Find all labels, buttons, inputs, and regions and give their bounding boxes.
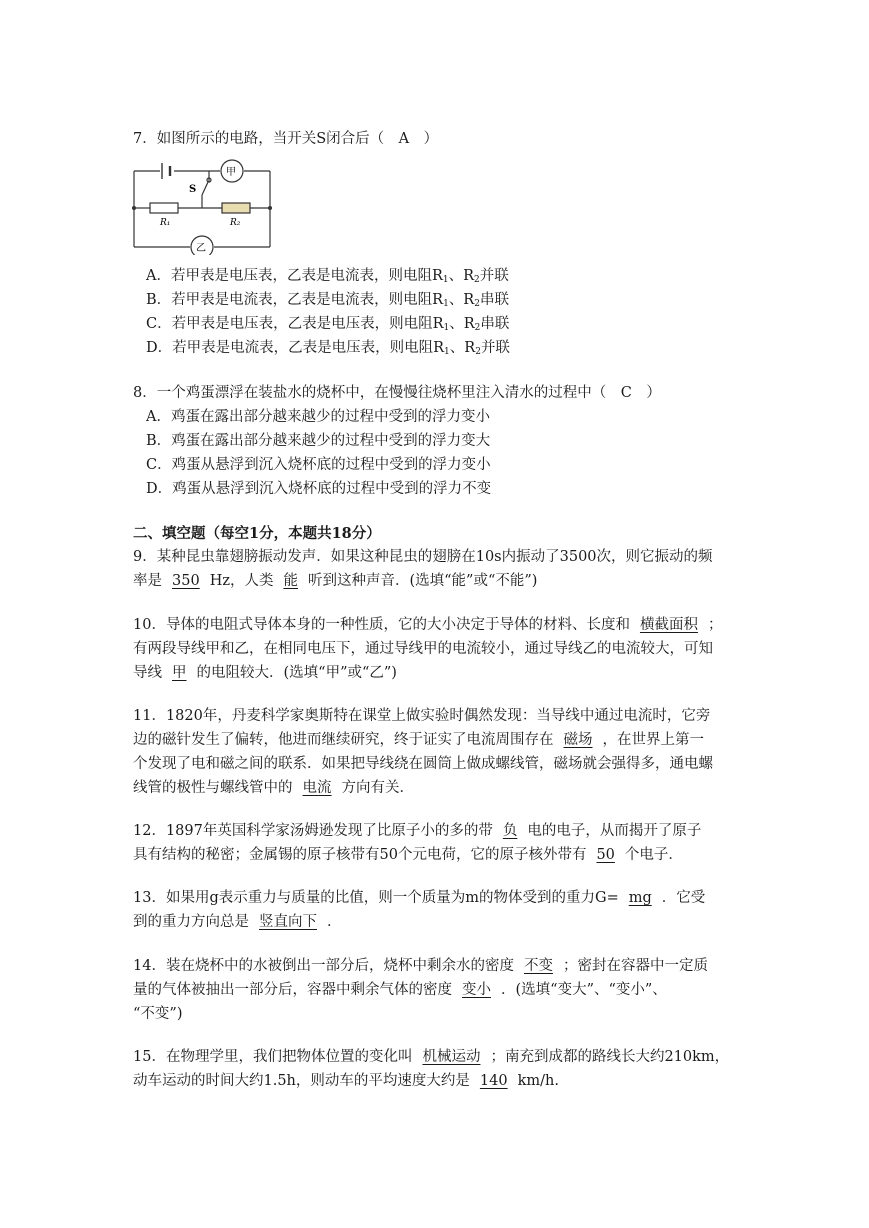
answer-blank: 机械运动 — [422, 1049, 481, 1065]
answer-blank: 140 — [479, 1073, 508, 1089]
q10-line2: 有两段导线甲和乙，在相同电压下，通过导线甲的电流较小，通过导线乙的电流较大，可知 — [133, 641, 713, 657]
q10-line1: 10．导体的电阻式导体本身的一种性质，它的大小决定于导体的材料、长度和 横截面积 ； — [133, 617, 723, 633]
q11-line2: 边的磁针发生了偏转，他进而继续研究，终于证实了电流周围存在 磁场 ，在世界上第一 — [133, 732, 704, 748]
r1-label: R₁ — [160, 218, 171, 228]
q11-line1: 11．1820年，丹麦科学家奥斯特在课堂上做实验时偶然发现：当导线中通过电流时，它旁 — [133, 708, 711, 724]
q15-line1: 15．在物理学里，我们把物体位置的变化叫 机械运动 ；南充到成都的路线长大约210km， — [133, 1049, 730, 1065]
answer-blank: 负 — [502, 823, 518, 839]
r2-label: R₂ — [230, 218, 241, 228]
circuit-diagram — [128, 155, 278, 255]
q12-line2: 具有结构的秘密；金属锡的原子核带有50个元电荷，它的原子核外带有 50 个电子． — [133, 847, 683, 863]
answer-blank: 竖直向下 — [259, 914, 317, 930]
q11-line4: 线管的极性与螺线管中的 电流 方向有关． — [133, 780, 414, 796]
answer-blank: 横截面积 — [639, 617, 698, 633]
q7-stem: 7．如图所示的电路，当开关S闭合后（ A ） — [133, 131, 439, 147]
q7-option-c: C．若甲表是电压表，乙表是电压表，则电阻$R_1$、$R_2$串联 — [146, 316, 510, 333]
q8-option-c: C．鸡蛋从悬浮到沉入烧杯底的过程中受到的浮力变小 — [146, 457, 491, 473]
q9-line1: 9．某种昆虫靠翅膀振动发声．如果这种昆虫的翅膀在10s内振动了3500次，则它振动的频 — [133, 549, 713, 565]
q12-line1: 12．1897年英国科学家汤姆逊发现了比原子小的多的带 负 电的电子，从而揭开了原子 — [133, 823, 702, 839]
q13-line2: 到的重力方向总是 竖直向下 ． — [133, 914, 342, 930]
meter-jia-label: 甲 — [226, 167, 236, 178]
q8-option-a: A．鸡蛋在露出部分越来越少的过程中受到的浮力变小 — [146, 409, 490, 425]
q8-option-b: B．鸡蛋在露出部分越来越少的过程中受到的浮力变大 — [146, 433, 491, 449]
q7-option-b: B．若甲表是电流表，乙表是电流表，则电阻$R_1$、$R_2$串联 — [146, 292, 509, 309]
q11-line3: 个发现了电和磁之间的联系．如果把导线绕在圆筒上做成螺线管，磁场就会强得多，通电螺 — [133, 756, 713, 772]
q8-option-d: D．鸡蛋从悬浮到沉入烧杯底的过程中受到的浮力不变 — [146, 481, 492, 497]
q8-stem: 8．一个鸡蛋漂浮在装盐水的烧杯中，在慢慢往烧杯里注入清水的过程中（ C ） — [133, 385, 661, 401]
q9-line2: 率是 350 Hz，人类 能 听到这种声音．(选填“能”或“不能”) — [133, 573, 538, 589]
q14-line2: 量的气体被抽出一部分后，容器中剩余气体的密度 变小 ．(选填“变大”、“变小”、 — [133, 982, 667, 998]
q7-option-d: D．若甲表是电流表，乙表是电压表，则电阻$R_1$、$R_2$并联 — [146, 340, 510, 357]
switch-label: S — [189, 184, 197, 195]
answer-blank: 甲 — [172, 665, 187, 681]
q14-line3: “不变”) — [133, 1006, 183, 1022]
section-heading: 二、填空题（每空1分，本题共18分） — [133, 525, 381, 542]
q10-line3: 导线 甲 的电阻较大．(选填“甲”或“乙”) — [133, 665, 397, 681]
q7-option-a: A．若甲表是电压表，乙表是电流表，则电阻$R_1$、$R_2$并联 — [146, 268, 509, 285]
answer-blank: 变小 — [462, 982, 491, 998]
answer-blank: 能 — [283, 573, 298, 589]
answer-blank: 磁场 — [563, 732, 593, 748]
answer-blank: 350 — [172, 573, 200, 589]
q13-line1: 13．如果用g表示重力与质量的比值，则一个质量为m的物体受到的重力G= mg ．它受 — [133, 890, 706, 906]
answer-blank: mg — [628, 890, 652, 906]
q14-line1: 14．装在烧杯中的水被倒出一部分后，烧杯中剩余水的密度 不变 ；密封在容器中一定质 — [133, 958, 708, 974]
answer-blank: 50 — [596, 847, 615, 863]
answer-blank: 不变 — [523, 958, 553, 974]
answer-blank: 电流 — [302, 780, 332, 796]
meter-yi-label: 乙 — [196, 243, 206, 254]
q15-line2: 动车运动的时间大约1.5h，则动车的平均速度大约是 140 km/h. — [133, 1073, 559, 1089]
